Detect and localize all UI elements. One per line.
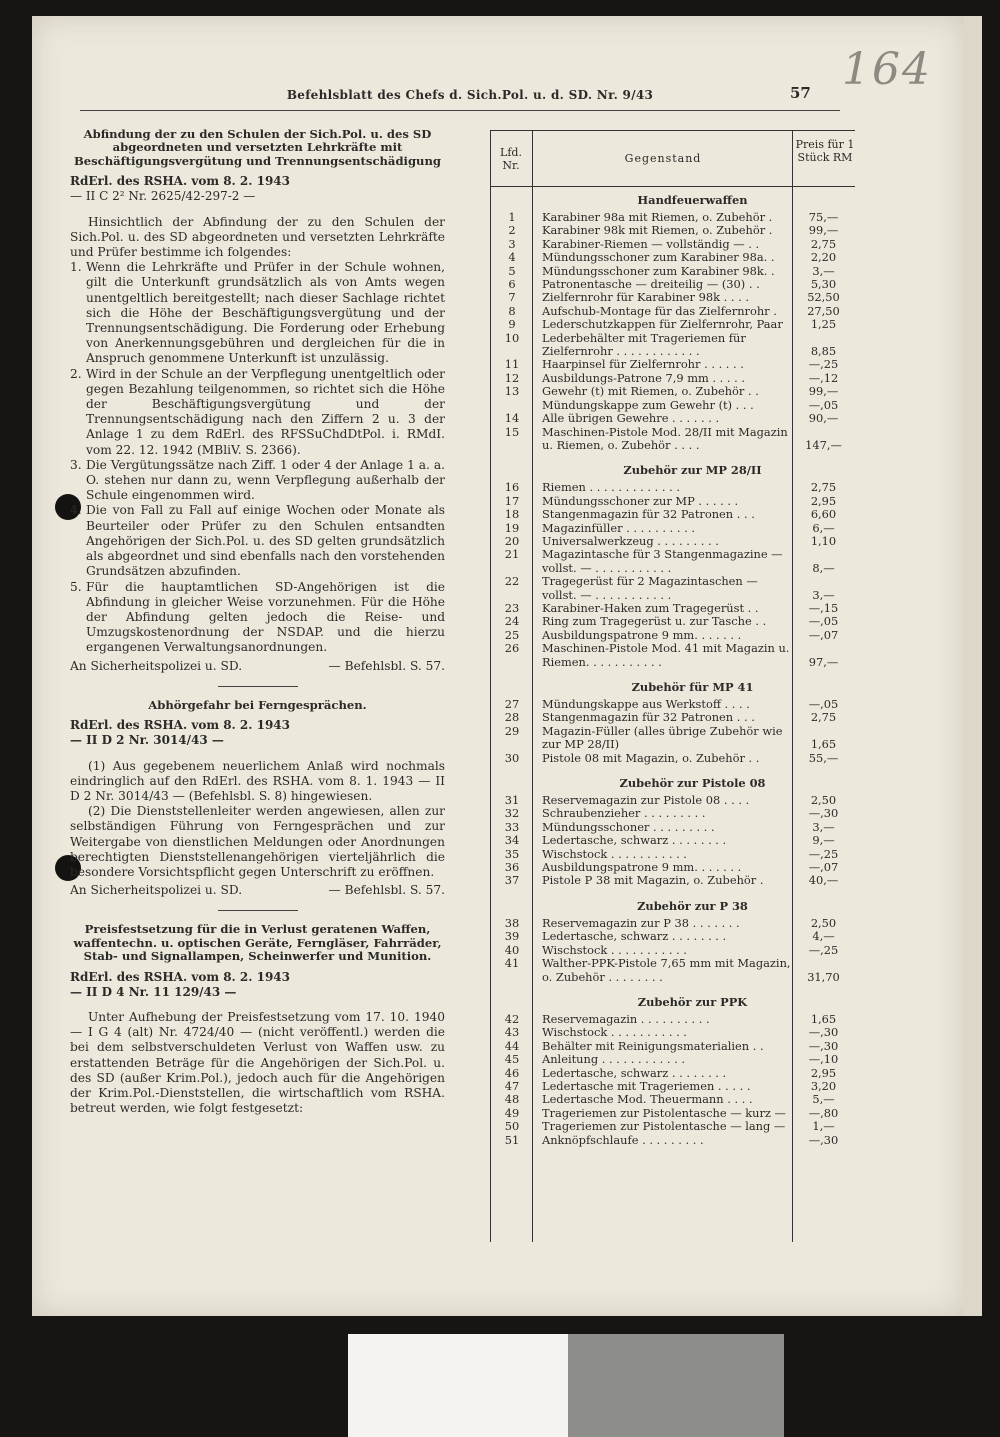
- row-item: Ausbildungs-Patrone 7,9 mm . . . . .: [542, 371, 746, 385]
- row-price: —,05: [808, 614, 839, 629]
- table-body: [490, 190, 855, 1155]
- row-item: Alle übrigen Gewehre . . . . . . .: [542, 412, 720, 426]
- table-row: [490, 602, 855, 615]
- row-item: Mündungsschoner . . . . . . . . .: [542, 820, 715, 834]
- handwritten-number: 164: [842, 44, 932, 95]
- table-row: [490, 848, 855, 861]
- section-preisfestsetzung: [70, 923, 445, 1116]
- row-item: Karabiner 98a mit Riemen, o. Zubehör .: [542, 211, 773, 224]
- row-number: 11: [504, 357, 520, 372]
- decree-number: — II D 2 Nr. 3014/43 —: [70, 733, 224, 748]
- row-number: 13: [504, 384, 520, 399]
- row-number: 32: [504, 806, 520, 821]
- list-item: [70, 260, 445, 366]
- row-price: —,30: [808, 1132, 839, 1147]
- row-number: 45: [504, 1052, 520, 1067]
- row-price: 75,—: [808, 210, 839, 224]
- row-number: 8: [508, 303, 516, 318]
- paragraph: (2) Die Dienststellenleiter werden angewiesen, allen zur selbständigen Führung von Ferngesprächen und zur Weitergabe von dienstlichen Meldungen oder Anordnungen berechtigten Dienststellenangehörigen vierteljährlich die besondere Vorsichtspflicht gegen Unterschrift zu eröffnen.: [70, 804, 445, 879]
- row-item: Schraubenzieher . . . . . . . . .: [542, 807, 706, 821]
- table-row: [490, 1026, 855, 1039]
- table-header-rule: [490, 186, 855, 187]
- list-item-number: 2.: [70, 366, 82, 381]
- row-price: 2,75: [810, 480, 837, 495]
- table-row: [490, 711, 855, 724]
- column-header-price: Preis für 1 Stück RM: [795, 138, 855, 164]
- row-price: 55,—: [808, 750, 839, 765]
- table-row: [490, 332, 855, 359]
- table-row: [490, 251, 855, 264]
- list-item-text: Für die hauptamtlichen SD-Angehörigen ist die Abfindung in gleicher Weise vorzunehmen. Für die Höhe der Abfindung gelten jedoch die Reise- und Umzugskostenordnung der NSDAP. und die hierzu ergangenen Verwaltungsanordnungen.: [86, 579, 445, 655]
- row-item: Mündungsschoner zum Karabiner 98a. .: [542, 251, 775, 265]
- header-rule: [80, 110, 840, 111]
- decree-reference: RdErl. des RSHA. vom 8. 2. 1943: [70, 969, 291, 984]
- row-number: 20: [504, 533, 520, 548]
- table-row: [490, 265, 855, 278]
- table-row: [490, 535, 855, 548]
- table-row: [490, 1107, 855, 1120]
- row-number: 7: [508, 290, 516, 305]
- row-number: 47: [504, 1078, 520, 1093]
- row-item: Wischstock . . . . . . . . . . .: [542, 1026, 687, 1040]
- row-price: 2,95: [810, 493, 837, 508]
- row-number: 35: [504, 846, 520, 861]
- row-item: Trageriemen zur Pistolentasche — kurz —: [542, 1106, 786, 1120]
- row-number: 16: [504, 480, 520, 495]
- row-number: 50: [504, 1119, 520, 1134]
- row-item: Haarpinsel für Zielfernrohr . . . . . .: [542, 358, 744, 372]
- list-item: [70, 367, 445, 458]
- table-row: [490, 930, 855, 943]
- row-item: Ausbildungspatrone 9 mm. . . . . . .: [542, 861, 742, 875]
- row-item: Reservemagazin zur Pistole 08 . . . .: [542, 794, 750, 808]
- row-price: 1,65: [810, 737, 837, 752]
- list-item-text: Die Vergütungssätze nach Ziff. 1 oder 4 der Anlage 1 a. a. O. stehen nur dann zu, wenn Verpflegung außerhalb der Schule eingenommen wird.: [86, 457, 445, 503]
- row-price: —,25: [808, 846, 839, 861]
- table-row: [490, 874, 855, 887]
- row-price: 40,—: [808, 873, 839, 888]
- row-number: 3: [508, 236, 516, 251]
- row-item: Anleitung . . . . . . . . . . . .: [542, 1053, 686, 1067]
- row-price: 6,60: [810, 507, 837, 522]
- row-number: 15: [504, 424, 520, 439]
- row-price: 8,—: [812, 560, 835, 575]
- row-price: 99,—: [808, 223, 839, 238]
- decree-reference: RdErl. des RSHA. vom 8. 2. 1943: [70, 718, 291, 733]
- row-item: Magazin-Füller (alles übrige Zubehör wie zur MP 28/II): [542, 724, 783, 752]
- list-item-number: 1.: [70, 260, 82, 275]
- bulletin-reference: — Befehlsbl. S. 57.: [328, 883, 445, 898]
- row-price: 27,50: [807, 303, 840, 318]
- list-item-number: 5.: [70, 579, 82, 594]
- list-item-text: Wenn die Lehrkräfte und Prüfer in der Schule wohnen, gilt die Unterkunft grundsätzlich als von Amts wegen unentgeltlich bereitgestellt; nach dieser Sachlage richtet sich die Höhe der Beschäftigungsvergütung und der Trennungsentschädigung. Die Forderung oder Erhebung von Anerkennungsgebühren und dergleichen für die in Anspruch genommene Unterkunft ist unzulässig.: [86, 260, 445, 366]
- row-price: —,25: [808, 357, 839, 372]
- row-item: Reservemagazin zur P 38 . . . . . . .: [542, 916, 740, 930]
- row-number: 27: [504, 697, 520, 711]
- table-row: [490, 1013, 855, 1026]
- addressee: An Sicherheitspolizei u. SD.: [70, 883, 243, 898]
- row-item: Gewehr (t) mit Riemen, o. Zubehör . .: [542, 385, 759, 399]
- row-price: —,05: [808, 697, 839, 711]
- section-title: Abhörgefahr bei Ferngesprächen.: [148, 697, 367, 712]
- group-spacer: [490, 888, 855, 896]
- row-price: —,30: [808, 1038, 839, 1053]
- section-divider: [218, 686, 298, 687]
- table-row: [490, 1080, 855, 1093]
- row-number: 38: [504, 915, 520, 930]
- row-item: Patronentasche — dreiteilig — (30) . .: [542, 278, 760, 292]
- row-number: 26: [504, 641, 520, 656]
- paragraph: Hinsichtlich der Abfindung der zu den Schulen der Sich.Pol. u. des SD abgeordneten und versetzten Lehrkräfte und Prüfer bestimme ich folgendes:: [70, 214, 445, 260]
- row-number: 43: [504, 1025, 520, 1040]
- row-item: Wischstock . . . . . . . . . . .: [542, 847, 687, 861]
- row-number: 6: [508, 277, 516, 292]
- row-price: —,30: [808, 1025, 839, 1040]
- row-item: Stangenmagazin für 32 Patronen . . .: [542, 711, 755, 725]
- table-group-heading: Zubehör für MP 41: [631, 680, 754, 694]
- row-item: Ledertasche, schwarz . . . . . . . .: [542, 930, 727, 944]
- row-number: 14: [504, 411, 520, 426]
- row-price: 3,20: [810, 1078, 837, 1093]
- table-row: [490, 291, 855, 304]
- row-price: 1,10: [810, 533, 837, 548]
- list-item-text: Wird in der Schule an der Verpflegung unentgeltlich oder gegen Bezahlung teilgenommen, so richtet sich die Höhe der Beschäftigungsvergütung und der Trennungsentschädigung nach den Ziffern 2 u. 3 der Anlage 1 zu dem RdErl. des RFSSuChdDtPol. i. RMdI. vom 22. 12. 1942 (MBliV. S. 2366).: [86, 366, 445, 457]
- row-item: Trageriemen zur Pistolentasche — lang —: [542, 1120, 786, 1134]
- row-number: 44: [504, 1038, 520, 1053]
- row-number: 37: [504, 873, 520, 888]
- table-row: [490, 508, 855, 521]
- row-price: 97,—: [808, 654, 839, 669]
- row-price: 3,—: [812, 587, 835, 602]
- table-row: [490, 629, 855, 642]
- decree-number: — II D 4 Nr. 11 129/43 —: [70, 984, 237, 999]
- row-price: —,30: [808, 806, 839, 821]
- distribution-line: [70, 659, 445, 674]
- table-row: [490, 412, 855, 425]
- row-number: 49: [504, 1105, 520, 1120]
- table-top-rule: [490, 130, 855, 131]
- row-item: Reservemagazin . . . . . . . . . .: [542, 1012, 710, 1026]
- row-number: 10: [504, 330, 520, 345]
- row-item: Karabiner-Haken zum Tragegerüst . .: [542, 601, 759, 615]
- row-price: 5,30: [810, 277, 837, 292]
- row-item: Karabiner-Riemen — vollständig — . .: [542, 237, 760, 251]
- row-price: 2,50: [810, 793, 837, 808]
- row-item: Riemen . . . . . . . . . . . . .: [542, 481, 680, 495]
- row-number: 12: [504, 370, 520, 385]
- table-row: [490, 794, 855, 807]
- row-price: 8,85: [810, 344, 837, 359]
- row-item: Maschinen-Pistole Mod. 28/II mit Magazin u. Riemen, o. Zubehör . . . .: [542, 425, 788, 452]
- row-price: —,15: [808, 600, 839, 615]
- paragraph: (1) Aus gegebenem neuerlichem Anlaß wird nochmals eindringlich auf den RdErl. des RSHA. vom 8. 1. 1943 — II D 2 Nr. 3014/43 — (Befehlsbl. S. 8) hingewiesen.: [70, 758, 445, 803]
- row-price: 2,75: [810, 710, 837, 725]
- row-price: 2,50: [810, 915, 837, 930]
- row-number: 46: [504, 1065, 520, 1080]
- section-divider: [218, 910, 298, 911]
- row-item: Mündungskappe zum Gewehr (t) . . .: [542, 398, 754, 412]
- row-item: Pistole P 38 mit Magazin, o. Zubehör .: [542, 874, 764, 888]
- table-row: [490, 548, 855, 575]
- table-row: [490, 615, 855, 628]
- row-number: 31: [504, 793, 520, 808]
- row-price: 90,—: [808, 411, 839, 426]
- row-price: 31,70: [807, 969, 840, 984]
- row-price: 52,50: [807, 290, 840, 305]
- row-price: —,07: [808, 627, 839, 642]
- row-item: Ausbildungspatrone 9 mm. . . . . . .: [542, 628, 742, 642]
- row-item: Tragegerüst für 2 Magazintaschen — vollst. — . . . . . . . . . . .: [542, 575, 758, 602]
- row-item: Lederschutzkappen für Zielfernrohr, Paar: [542, 318, 783, 332]
- table-row: [490, 522, 855, 535]
- row-item: Ledertasche, schwarz . . . . . . . .: [542, 1066, 727, 1080]
- row-number: 24: [504, 614, 520, 629]
- table-row: [490, 481, 855, 494]
- row-item: Magazinfüller . . . . . . . . . .: [542, 521, 695, 535]
- row-price: 2,95: [810, 1065, 837, 1080]
- table-row: [490, 426, 855, 453]
- list-item: [70, 580, 445, 656]
- row-price: 4,—: [812, 929, 835, 944]
- table-group-heading: Zubehör zur MP 28/II: [623, 463, 762, 478]
- table-row: [490, 372, 855, 385]
- table-row: [490, 278, 855, 291]
- table-row: [490, 944, 855, 957]
- table-row: [490, 238, 855, 251]
- table-row: [490, 1040, 855, 1053]
- row-price: 147,—: [805, 437, 842, 452]
- section-abhoergefahr: [70, 699, 445, 899]
- table-group-heading: Zubehör zur Pistole 08: [619, 776, 766, 791]
- row-item: Mündungskappe aus Werkstoff . . . .: [542, 698, 750, 711]
- decree-number: — II C 2² Nr. 2625/42-297-2 —: [70, 189, 256, 204]
- row-number: 18: [504, 507, 520, 522]
- table-row: [490, 211, 855, 224]
- table-row: [490, 495, 855, 508]
- table-row: [490, 1093, 855, 1106]
- row-number: 51: [504, 1132, 520, 1147]
- row-number: 5: [508, 263, 516, 278]
- table-row: [490, 752, 855, 765]
- row-item: Anknöpfschlaufe . . . . . . . . .: [542, 1133, 704, 1147]
- list-item: [70, 458, 445, 504]
- row-price: —,25: [808, 942, 839, 957]
- row-number: 40: [504, 942, 520, 957]
- left-column: [70, 128, 445, 1116]
- row-number: 1: [508, 210, 516, 224]
- row-item: Zielfernrohr für Karabiner 98k . . . .: [542, 291, 749, 305]
- row-number: 17: [504, 493, 520, 508]
- row-price: 5,—: [812, 1092, 835, 1107]
- paper-edge: [964, 16, 982, 1316]
- row-item: Karabiner 98k mit Riemen, o. Zubehör .: [542, 224, 773, 238]
- group-spacer: [490, 452, 855, 460]
- row-number: 23: [504, 600, 520, 615]
- row-item: Ledertasche Mod. Theuermann . . . .: [542, 1093, 753, 1107]
- color-card-white: [348, 1334, 568, 1437]
- table-row: [490, 224, 855, 237]
- row-item: Mündungsschoner zum Karabiner 98k. .: [542, 264, 775, 278]
- decree-reference: RdErl. des RSHA. vom 8. 2. 1943: [70, 174, 291, 189]
- table-row: [490, 305, 855, 318]
- table-row: [490, 917, 855, 930]
- row-price: —,07: [808, 860, 839, 875]
- row-item: Walther-PPK-Pistole 7,65 mm mit Magazin, o. Zubehör . . . . . . . .: [542, 957, 791, 984]
- row-price: 3,—: [812, 819, 835, 834]
- row-price: 2,75: [810, 236, 837, 251]
- row-price: 99,—: [808, 384, 839, 399]
- row-item: Ledertasche, schwarz . . . . . . . .: [542, 834, 727, 848]
- row-item: Universalwerkzeug . . . . . . . . .: [542, 534, 719, 548]
- section-title: Preisfestsetzung für die in Verlust geratenen Waffen, waffentechn. u. optischen Geräte, Ferngläser, Fahrräder, Stab- und Signallampen, Scheinwerfer und Munition.: [73, 922, 442, 964]
- addressee: An Sicherheitspolizei u. SD.: [70, 658, 243, 673]
- table-row: [490, 399, 855, 412]
- table-row: [490, 861, 855, 874]
- bulletin-reference: — Befehlsbl. S. 57.: [328, 658, 445, 673]
- column-header-nr: Lfd. Nr.: [500, 146, 522, 172]
- table-row: [490, 358, 855, 371]
- row-price: —,05: [808, 397, 839, 412]
- row-price: 3,—: [812, 263, 835, 278]
- row-price: 1,25: [810, 317, 837, 332]
- row-number: 39: [504, 929, 520, 944]
- row-price: —,12: [808, 370, 839, 385]
- table-row: [490, 698, 855, 711]
- row-price: 1,—: [812, 1119, 835, 1134]
- row-number: 30: [504, 750, 520, 765]
- row-item: Ring zum Tragegerüst u. zur Tasche . .: [542, 615, 767, 629]
- row-price: —,10: [808, 1052, 839, 1067]
- section-abfindung: [70, 128, 445, 674]
- row-number: 33: [504, 819, 520, 834]
- table-row: [490, 575, 855, 602]
- list-item-number: 3.: [70, 457, 82, 472]
- paragraph: Unter Aufhebung der Preisfestsetzung vom 17. 10. 1940 — I G 4 (alt) Nr. 4724/40 — (nicht veröffentl.) werden die bei dem selbstverschuldeten Verlust von Waffen usw. zu erstattenden Beträge für die Angehörigen der Sich.Pol. u. des SD (außer Krim.Pol.), jedoch auch für die Angehörigen der Krim.Pol.-Dienststellen, die wirtschaftlich vom RSHA. betreut werden, wie folgt festgesetzt:: [70, 1009, 445, 1116]
- table-row: [490, 318, 855, 331]
- table-row: [490, 957, 855, 984]
- table-group-heading: Zubehör zur P 38: [637, 898, 748, 913]
- row-number: 42: [504, 1011, 520, 1026]
- row-price: 6,—: [812, 520, 835, 535]
- section-title: Abfindung der zu den Schulen der Sich.Pol. u. des SD abgeordneten und versetzten Lehrkräfte mit Beschäftigungsvergütung und Trennungsentschädigung: [73, 127, 442, 168]
- table-row: [490, 834, 855, 847]
- row-number: 34: [504, 833, 520, 848]
- distribution-line: [70, 883, 445, 898]
- row-item: Magazintasche für 3 Stangenmagazine — vollst. — . . . . . . . . . . .: [542, 548, 783, 575]
- group-spacer: [490, 984, 855, 992]
- row-number: 9: [508, 317, 516, 332]
- table-group-heading: Zubehör zur PPK: [637, 994, 748, 1009]
- row-number: 48: [504, 1092, 520, 1107]
- row-item: Ledertasche mit Trageriemen . . . . .: [542, 1079, 751, 1093]
- row-item: Aufschub-Montage für das Zielfernrohr .: [542, 304, 777, 318]
- row-number: 19: [504, 520, 520, 535]
- list-item-text: Die von Fall zu Fall auf einige Wochen oder Monate als Beurteiler oder Prüfer zu den Schulen entsandten Angehörigen der Sich.Pol. u. des SD gelten grundsätzlich als abgeordnet und sind ebenfalls nach den vorstehenden Grundsätzen abzufinden.: [86, 503, 445, 579]
- row-number: 36: [504, 860, 520, 875]
- row-number: 22: [504, 574, 520, 589]
- price-table: [490, 130, 855, 1242]
- table-row: [490, 1120, 855, 1133]
- table-group-heading: Handfeuerwaffen: [637, 193, 748, 207]
- row-number: 29: [504, 723, 520, 738]
- row-item: Mündungsschoner zur MP . . . . . .: [542, 494, 739, 508]
- row-item: Pistole 08 mit Magazin, o. Zubehör . .: [542, 751, 760, 765]
- numbered-list: [70, 260, 445, 655]
- row-number: [490, 399, 534, 412]
- row-number: 4: [508, 250, 516, 265]
- row-price: —,80: [808, 1105, 839, 1120]
- row-number: 21: [504, 547, 520, 562]
- table-row: [490, 725, 855, 752]
- row-item: Stangenmagazin für 32 Patronen . . .: [542, 508, 755, 522]
- table-row: [490, 807, 855, 820]
- row-item: Behälter mit Reinigungsmaterialien . .: [542, 1039, 764, 1053]
- group-spacer: [490, 1147, 855, 1155]
- list-item-number: 4.: [70, 503, 82, 518]
- row-number: 2: [508, 223, 516, 238]
- row-price: 9,—: [812, 833, 835, 848]
- list-item: [70, 503, 445, 579]
- row-item: Lederbehälter mit Trageriemen für Zielfernrohr . . . . . . . . . . . .: [542, 331, 746, 359]
- row-item: Maschinen-Pistole Mod. 41 mit Magazin u. Riemen. . . . . . . . . . .: [542, 642, 790, 669]
- row-item: Wischstock . . . . . . . . . . .: [542, 943, 687, 957]
- row-price: 1,65: [810, 1011, 837, 1026]
- row-number: 28: [504, 710, 520, 725]
- column-header-item: Gegenstand: [624, 152, 702, 165]
- page-number: 57: [790, 84, 811, 102]
- row-number: 41: [504, 956, 520, 971]
- table-row: [490, 1134, 855, 1147]
- row-number: 25: [504, 627, 520, 642]
- header-title: Befehlsblatt des Chefs d. Sich.Pol. u. d. SD. Nr. 9/43: [286, 88, 654, 102]
- table-row: [490, 1053, 855, 1066]
- row-price: 2,20: [810, 250, 837, 265]
- table-row: [490, 821, 855, 834]
- group-spacer: [490, 669, 855, 677]
- table-row: [490, 385, 855, 398]
- group-spacer: [490, 765, 855, 773]
- table-row: [490, 1067, 855, 1080]
- table-row: [490, 642, 855, 669]
- color-card-gray: [568, 1334, 784, 1437]
